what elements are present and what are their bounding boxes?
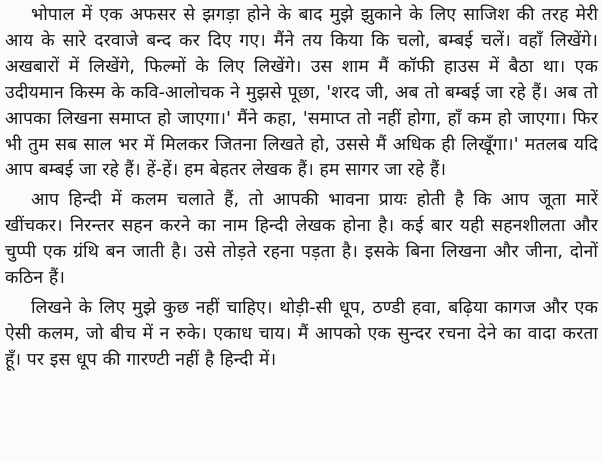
paragraph-1-text: भोपाल में एक अफसर से झगड़ा होने के बाद मुझे झुकाने के लिए साजिश की तरह मेरी आय के सारे दरवाजे बन्द कर दिए गए। मैंने तय किया कि चलो, बम्बई चलें। वहाँ लिखेंगे। अखबारों में लिखेंगे, फिल्मों के लिए लिखेंगे। उस शाम मैं कॉफी हाउस में बैठा था। एक उदीयमान किस्म के कवि-आलोचक ने मुझसे पूछा, 'शरद जी, अब तो बम्बई जा रहे हैं। अब तो आपका लिखना समाप्त हो जाएगा।' मैंने कहा, 'समाप्त तो नहीं होगा, हाँ कम हो जाएगा। फिर भी तुम सब साल भर में मिलकर जितना लिखते हो, उससे मैं अधिक ही लिखूँगा।' मतलब यदि आप बम्बई जा रहे हैं। हें-हें। हम बेहतर लेखक हैं। हम सागर जा रहे हैं। xyxy=(5,5,598,181)
paragraph-1 xyxy=(5,3,598,184)
paragraph-3-text: लिखने के लिए मुझे कुछ नहीं चाहिए। थोड़ी-सी धूप, ठण्डी हवा, बढ़िया कागज और एक ऐसी कलम, जो बीच में न रुके। एकाध चाय। मैं आपको एक सुन्दर रचना देने का वादा करता हूँ। पर इस धूप की गारण्टी नहीं है हिन्दी में। xyxy=(5,297,598,370)
paragraph-2 xyxy=(5,188,598,292)
paragraph-2-text: आप हिन्दी में कलम चलाते हैं, तो आपकी भावना प्रायः होती है कि आप जूता मारें खींचकर। निरन्तर सहन करने का नाम हिन्दी लेखक होना है। कई बार यही सहनशीलता और चुप्पी एक ग्रंथि बन जाती है। उसे तोड़ते रहना पड़ता है। इसके बिना लिखना और जीना, दोनों कठिन हैं। xyxy=(5,190,598,289)
paragraph-3 xyxy=(5,296,598,374)
